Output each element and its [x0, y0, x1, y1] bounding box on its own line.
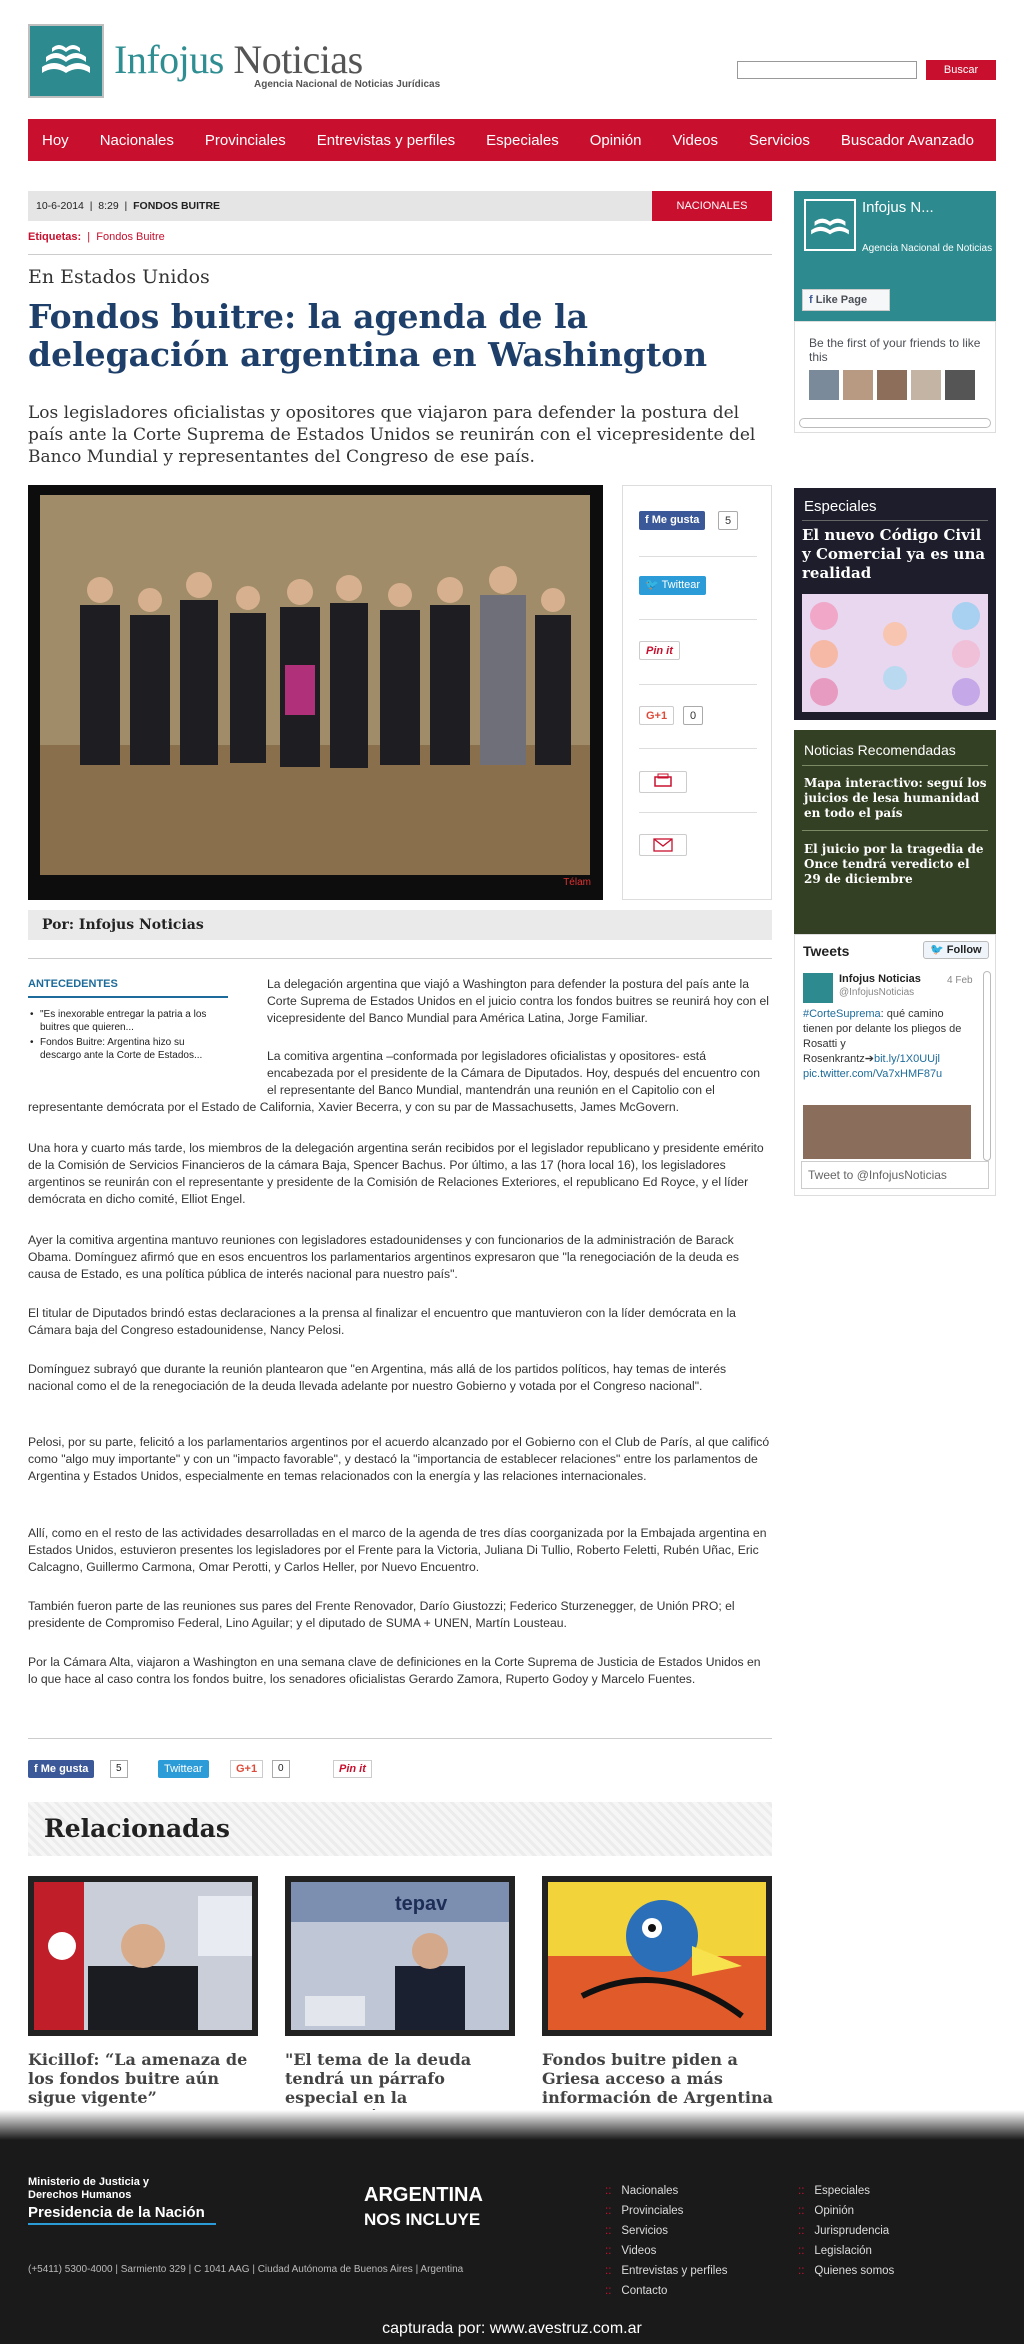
brand-part-2: Noticias: [233, 37, 363, 82]
section-badge[interactable]: NACIONALES: [652, 191, 772, 221]
pinit-button-bottom[interactable]: Pin it: [333, 1760, 372, 1778]
vulture-illustration: [542, 1876, 772, 2036]
article-topic[interactable]: FONDOS BUITRE: [133, 200, 221, 212]
site-logo[interactable]: [28, 24, 104, 98]
fb-page-sub: Agencia Nacional de Noticias: [862, 243, 993, 254]
bullet-icon: ::: [605, 2265, 612, 2277]
bullet-icon: ::: [798, 2225, 805, 2237]
bullet-icon: ::: [605, 2185, 612, 2197]
body-paragraph: Ayer la comitiva argentina mantuvo reuniones con legisladores estadounidenses y con funcionarios de la administración de Barack Obama. Domínguez afirmó que en esos encuentros los parlamentarios argentinos expresaron que "la renegociación de la deuda es causa de Estado, es una política pública de interés nacional para nuestro país".: [28, 1233, 739, 1281]
tags-label: Etiquetas:: [28, 231, 82, 243]
related-image-1[interactable]: [28, 1876, 258, 2036]
recommended-item[interactable]: Mapa interactivo: seguí los juicios de lesa humanidad en todo el país: [804, 776, 987, 820]
fb-avatars: [809, 370, 975, 400]
byline: [28, 910, 772, 940]
footer-link[interactable]: [798, 2245, 872, 2257]
search-button[interactable]: Buscar: [926, 60, 996, 80]
pinit-button[interactable]: Pin it: [639, 641, 680, 660]
presidencia-name[interactable]: Presidencia de la Nación: [28, 2204, 216, 2225]
footer-link[interactable]: [605, 2225, 668, 2237]
divider: [802, 830, 988, 831]
footer-link-label: Quienes somos: [814, 2265, 895, 2277]
avatar[interactable]: [945, 370, 975, 400]
antecedentes-title: ANTECEDENTES: [28, 978, 118, 990]
photo-image: [40, 495, 590, 875]
related-caption-3[interactable]: Fondos buitre piden a Griesa acceso a más información de Argentina: [542, 2050, 773, 2107]
footer-link-label: Especiales: [814, 2185, 871, 2197]
footer-link[interactable]: [605, 2265, 728, 2277]
divider: [639, 684, 757, 685]
antecedente-link[interactable]: • Fondos Buitre: Argentina hizo su descargo ante la Corte de Estados...: [28, 1036, 228, 1062]
footer-address: (+5411) 5300-4000 | Sarmiento 329 | C 1041 AAG | Ciudad Autónoma de Buenos Aires | Argentina: [28, 2264, 464, 2275]
tweet-date[interactable]: 4 Feb: [947, 975, 973, 986]
divider: [28, 1738, 772, 1739]
tweet-pic-link[interactable]: pic.twitter.com/Va7xHMF87u: [803, 1068, 943, 1080]
gplus-button[interactable]: G+1: [639, 706, 674, 725]
book-icon: [806, 201, 854, 249]
like-count: 5: [718, 511, 738, 530]
tagline: Agencia Nacional de Noticias Jurídicas: [254, 79, 441, 90]
tags-row: Etiquetas: | Fondos Buitre: [28, 231, 165, 243]
horizontal-scrollbar[interactable]: [799, 418, 991, 428]
footer-link-label: Videos: [621, 2245, 657, 2257]
fb-like-label: Like Page: [815, 294, 868, 306]
footer-link[interactable]: [798, 2225, 889, 2237]
body-paragraph: La comitiva argentina –conformada por legisladores oficialistas y opositores- está encabezada por el presidente de la Cámara de Diputados. Hoy, después del encuentro con el representante del Banco Mundial, mantendrán una reunión en el Capitolio con el: [267, 1049, 761, 1097]
search-input[interactable]: [737, 61, 917, 79]
recommended-item[interactable]: El juicio por la tragedia de Once tendrá veredicto el 29 de diciembre: [804, 842, 984, 886]
photo-credit: Télam: [563, 877, 591, 888]
brand-name[interactable]: [114, 36, 363, 83]
divider: [639, 748, 757, 749]
footer-link[interactable]: [605, 2285, 667, 2297]
related-header: [28, 1802, 772, 1856]
nav-item-videos[interactable]: Videos: [672, 131, 719, 149]
nav-item-buscador[interactable]: Buscador Avanzado: [840, 131, 975, 149]
bullet-icon: ::: [798, 2205, 805, 2217]
divider: [802, 520, 988, 521]
envelope-icon: [646, 835, 680, 855]
facebook-icon: f: [809, 294, 813, 306]
avatar[interactable]: [809, 370, 839, 400]
nav-item-nacionales[interactable]: Nacionales: [99, 131, 174, 149]
divider: [802, 765, 988, 766]
article-time: 8:29: [98, 200, 119, 212]
recommended-widget: [794, 730, 996, 966]
byline-text: Por: Infojus Noticias: [42, 917, 204, 933]
recommended-label: Noticias Recomendadas: [804, 742, 956, 758]
body-paragraph: representante demócrata por el Estado de California, Xavier Becerra, y con su par de Massachusetts, James McGovern.: [28, 1100, 679, 1114]
argentina-slogan-2: NOS INCLUYE: [364, 2210, 481, 2229]
body-paragraph: Una hora y cuarto más tarde, los miembros de la delegación argentina serán recibidos por el legislador republicano y presidente emérito de la Comisión de Servicios Financieros de la cámara Baja, Spencer Bachus. Por último, a las 17 (hora local 16), los legisladores argentinos se reunirán con el representante y presidente de la Comisión de Relaciones Exteriores, el republicano Ed Royce, y el líder demócrata en dicho comité, Elliot Engel.: [28, 1141, 764, 1206]
like-label: Me gusta: [40, 1763, 89, 1775]
footer: [0, 2140, 1024, 2344]
article-meta: 10-6-2014 | 8:29 | FONDOS BUITRE: [28, 191, 772, 221]
tag-link[interactable]: Fondos Buitre: [96, 231, 165, 243]
tweet-link[interactable]: bit.ly/1X0UUjl: [873, 1053, 940, 1065]
related-caption-2[interactable]: "El tema de la deuda tendrá un párrafo especial en la: [285, 2050, 472, 2107]
body-paragraph: El titular de Diputados brindó estas declaraciones a la prensa al finalizar el encuentro que mantuvieron con la líder demócrata en la Cámara baja del Congreso estadounidense, Nancy Pelosi.: [28, 1306, 736, 1337]
bullet-icon: ::: [798, 2265, 805, 2277]
bullet-icon: ::: [605, 2225, 612, 2237]
footer-link-label: Entrevistas y perfiles: [621, 2265, 728, 2277]
footer-link-label: Provinciales: [621, 2205, 684, 2217]
bullet-icon: ::: [605, 2205, 612, 2217]
footer-link-label: Contacto: [621, 2285, 668, 2297]
facebook-icon: f: [34, 1763, 38, 1775]
footer-shadow: [0, 2110, 1024, 2140]
footer-link-label: Opinión: [814, 2205, 855, 2217]
twitter-bird-icon: 🐦: [930, 944, 944, 956]
gplus-count-bottom: 0: [272, 1760, 290, 1778]
tweet-button[interactable]: [639, 576, 706, 595]
kicillof-photo: [28, 1876, 258, 2036]
divider: [28, 958, 772, 959]
tweet-body: : qué camino tienen por delante los pliegos de Rosatti y Rosenkrantz➔: [803, 1008, 962, 1065]
twitter-widget: [794, 934, 996, 1196]
footer-link-label: Servicios: [621, 2225, 669, 2237]
fb-like-page-button[interactable]: [802, 289, 890, 311]
footer-link[interactable]: [798, 2205, 854, 2217]
twitter-bird-icon: 🐦: [645, 579, 659, 591]
related-title: Relacionadas: [44, 1814, 230, 1843]
fb-page-logo: [804, 199, 856, 251]
divider: [639, 619, 757, 620]
antecedentes-rule: [28, 996, 228, 998]
article-lead: Los legisladores oficialistas y opositores que viajaron para defender la postura del país ante la Corte Suprema de Estados Unidos se reunirán con el vicepresidente del Banco Mundial y representantes del Congreso de ese país.: [28, 403, 756, 467]
footer-link[interactable]: [605, 2245, 656, 2257]
tweet-to-input[interactable]: Tweet to @InfojusNoticias: [801, 1161, 989, 1189]
facebook-friends: [794, 321, 996, 433]
related-image-2[interactable]: [285, 1876, 515, 2036]
body-paragraph: Pelosi, por su parte, felicitó a los parlamentarios argentinos por el acuerdo alcanzado por el Gobierno con el Club de París, al que calificó como "algo muy importante" y con un "impacto favorable", y destacó la "importancia de establecer relaciones" entre los parlamentos de Argentina y Estados Unidos, especialmente en temas relacionados con la energía y las relaciones internacionales.: [28, 1435, 770, 1483]
body-paragraph: La delegación argentina que viajó a Washington para defender la postura del país ante la Corte Suprema de Estados Unidos en el juicio contra los fondos buitres se reunirá hoy con el vicepresidente del Banco Mundial para América Latina, Jorge Familiar.: [267, 977, 769, 1025]
body-paragraph: También fueron parte de las reuniones sus pares del Frente Renovador, Darío Giustozzi; Federico Sturzenegger, de Unión PRO; el presidente de Compromiso Federal, Lino Aguilar; y el diputado de SUMA + UNEN, Martín Lousteau.: [28, 1599, 735, 1630]
footer-link-label: Legislación: [814, 2245, 872, 2257]
body-paragraph: Allí, como en el resto de las actividades desarrolladas en el marco de la agenda de tres días coorganizada por la Embajada argentina en Estados Unidos, estuvieron presentes los legisladores por el Frente para la Victoria, Juliana Di Tullio, Roberto Feletti, Rubén Uñac, Eric Calcagno, Guillermo Carmona, Omar Perotti, y Carlos Heller, por Nuevo Encuentro.: [28, 1526, 767, 1574]
divider: [639, 812, 757, 813]
tweet-text: [803, 1007, 973, 1082]
footer-link[interactable]: [605, 2185, 678, 2197]
tweets-label: Tweets: [803, 943, 850, 959]
footer-link-label: Jurisprudencia: [814, 2225, 890, 2237]
article-photo[interactable]: [28, 485, 603, 900]
bullet-icon: ::: [798, 2245, 805, 2257]
vertical-scrollbar[interactable]: [983, 971, 991, 1161]
especiales-title[interactable]: El nuevo Código Civil y Comercial ya es una realidad: [802, 526, 986, 582]
footer-link-label: Nacionales: [621, 2185, 679, 2197]
avatar[interactable]: [877, 370, 907, 400]
body-paragraph: Por la Cámara Alta, viajaron a Washington en una semana clave de definiciones en la Corte Suprema de Justicia de Estados Unidos en lo que hace al caso contra los fondos buitre, los senadores oficialistas Gerardo Zamora, Ruperto Godoy y Marcelo Fuentes.: [28, 1655, 761, 1686]
gplus-button-bottom[interactable]: G+1: [230, 1760, 263, 1778]
bullet-icon: ::: [798, 2185, 805, 2197]
g20-photo: [285, 1876, 515, 2036]
ministerio-name[interactable]: Ministerio de Justicia y Derechos Humanos: [28, 2176, 150, 2201]
tweet-hashtag[interactable]: #CorteSuprema: [803, 1008, 881, 1020]
gplus-count: 0: [683, 706, 703, 725]
article-headline: Fondos buitre: la agenda de la delegación argentina en Washington: [28, 297, 708, 374]
divider: [639, 556, 757, 557]
nav-item-hoy[interactable]: Hoy: [42, 131, 69, 149]
footer-link[interactable]: [798, 2265, 894, 2277]
nav-item-servicios[interactable]: Servicios: [749, 131, 810, 149]
book-icon: [38, 37, 94, 85]
share-panel: [622, 485, 772, 900]
like-count-bottom: 5: [110, 1760, 128, 1778]
capture-credit: capturada por: www.avestruz.com.ar: [382, 2320, 642, 2337]
follow-label: Follow: [946, 944, 982, 956]
tepav-text: tepav: [395, 1893, 448, 1915]
follow-button[interactable]: [923, 941, 989, 959]
bullet-icon: ::: [605, 2245, 612, 2257]
fb-page-name: Infojus N...: [862, 199, 934, 216]
bullet-icon: ::: [605, 2285, 612, 2297]
related-image-3[interactable]: [542, 1876, 772, 2036]
codigo-civil-illustration: [802, 594, 988, 712]
brand-part-1: Infojus: [114, 37, 224, 82]
nav-item-opinion[interactable]: Opinión: [589, 131, 642, 149]
especiales-image[interactable]: [802, 594, 988, 712]
tweet-image[interactable]: [803, 1105, 971, 1159]
nav-item-especiales[interactable]: Especiales: [486, 131, 559, 149]
avatar[interactable]: [911, 370, 941, 400]
antecedentes-list: [28, 1008, 228, 1064]
article-kicker: En Estados Unidos: [28, 266, 210, 288]
printer-icon: [646, 772, 680, 792]
nav-item-provinciales[interactable]: Provinciales: [204, 131, 286, 149]
facebook-icon: f: [645, 514, 649, 526]
tweet-author[interactable]: Infojus Noticias: [839, 973, 921, 985]
like-label: Me gusta: [651, 514, 700, 526]
avatar[interactable]: [843, 370, 873, 400]
tweet-handle[interactable]: @InfojusNoticias: [839, 987, 915, 998]
print-button[interactable]: [639, 771, 687, 793]
antecedente-link[interactable]: • "Es inexorable entregar la patria a los buitres que quieren...: [28, 1008, 228, 1034]
footer-link[interactable]: [605, 2205, 683, 2217]
nav-item-entrevistas[interactable]: Entrevistas y perfiles: [316, 131, 456, 149]
facebook-like-button-bottom[interactable]: [28, 1760, 94, 1778]
related-caption-1[interactable]: Kicillof: “La amenaza de los fondos buitre aún sigue vigente”: [28, 2050, 248, 2107]
tweet-avatar[interactable]: [803, 973, 833, 1003]
body-paragraph: Domínguez subrayó que durante la reunión plantearon que "en Argentina, más allá de los partidos políticos, hay temas de interés nacional como el de la renegociación de la deuda llevada adelante por nuestro Gobierno y votada por el Congreso nacional".: [28, 1362, 727, 1393]
group-photo: [40, 495, 590, 875]
especiales-widget[interactable]: [794, 488, 996, 720]
footer-link[interactable]: [798, 2185, 870, 2197]
email-button[interactable]: [639, 834, 687, 856]
main-nav: [28, 119, 996, 161]
article-date: 10-6-2014: [36, 200, 84, 212]
argentina-slogan-1: ARGENTINA: [364, 2184, 483, 2206]
tweet-label: Twittear: [661, 579, 701, 591]
especiales-label: Especiales: [804, 498, 877, 515]
fb-friends-text: Be the first of your friends to like this: [809, 336, 981, 364]
divider: [28, 254, 772, 255]
facebook-widget[interactable]: [794, 191, 996, 321]
tweet-button-bottom[interactable]: Twittear: [158, 1760, 209, 1778]
facebook-like-button[interactable]: [639, 511, 705, 530]
